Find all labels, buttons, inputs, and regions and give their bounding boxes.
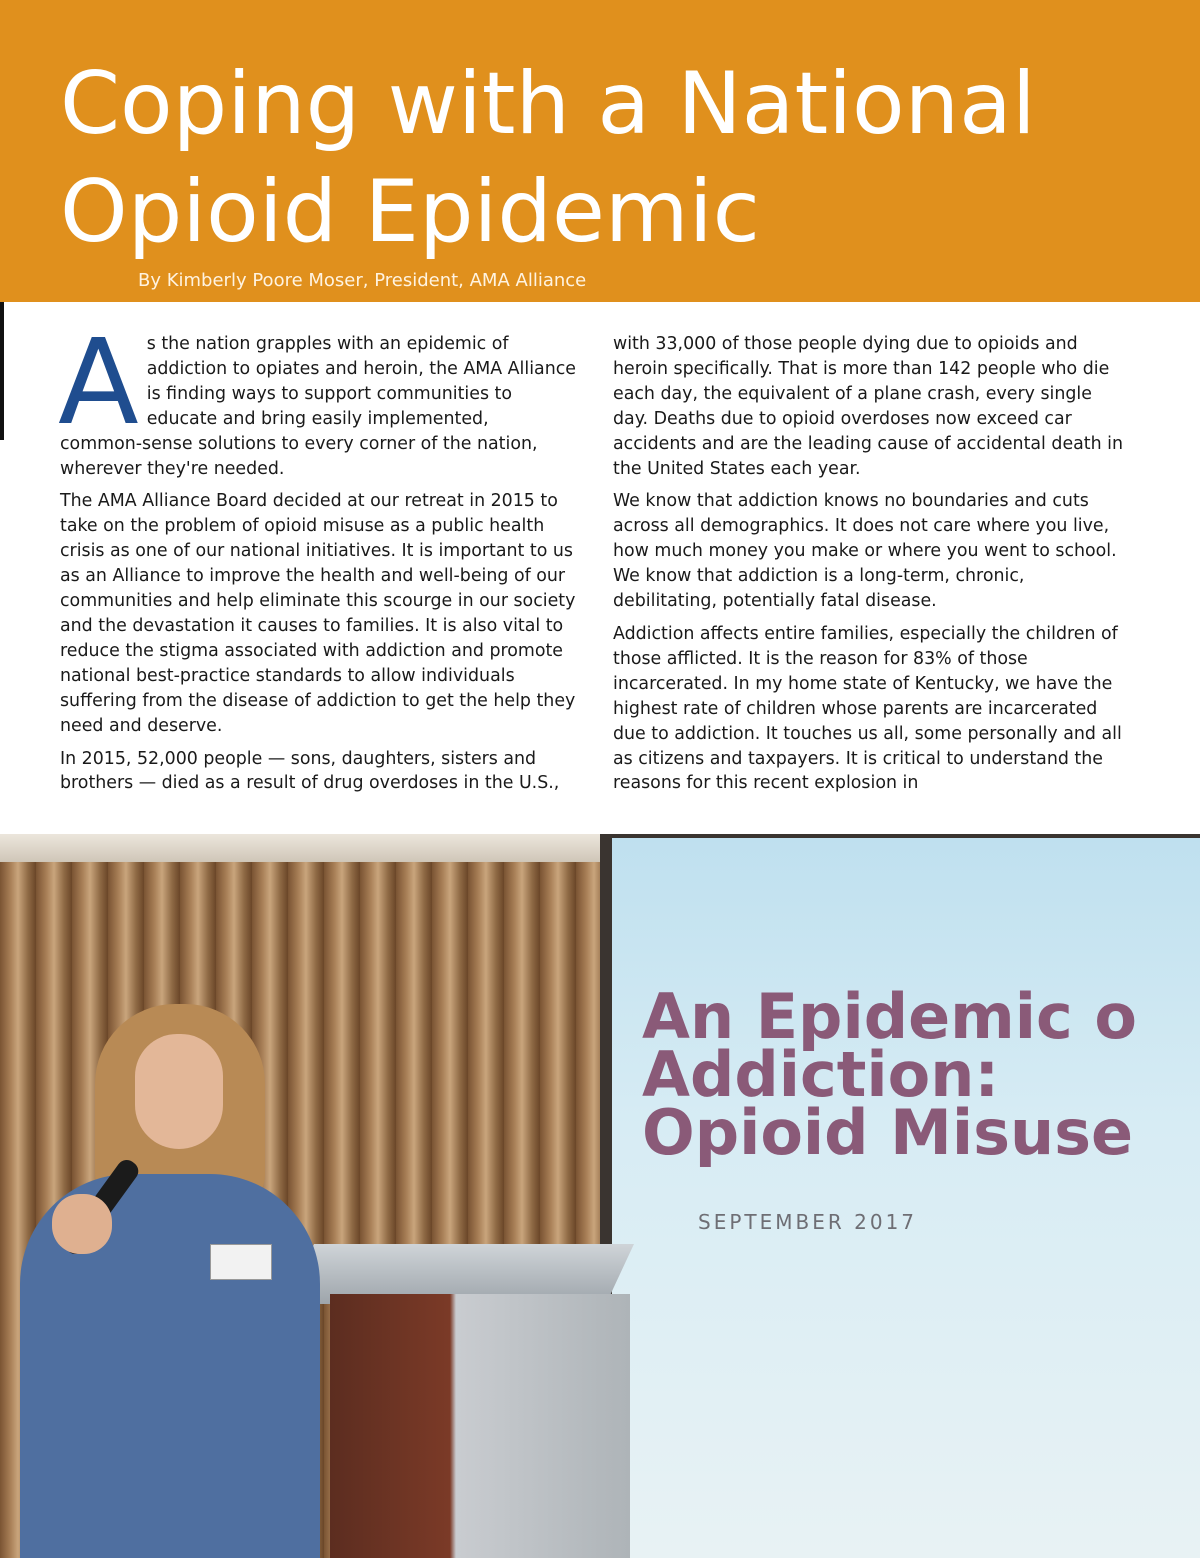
title-line-2: Opioid Epidemic: [60, 162, 760, 262]
name-badge: [210, 1244, 272, 1280]
article-column-right: [613, 332, 1129, 804]
article-title: [60, 50, 1036, 266]
paragraph-2: The AMA Alliance Board decided at our retreat in 2015 to take on the problem of opioid misuse as a public health crisis as one of our national initiatives. It is important to us as an Alliance to improve the health and well-being of our communities and help eliminate this scourge in our society and the devastation it causes to families. It is also vital to reduce the stigma associated with addiction and promote national best-practice standards to allow individuals suffering from the disease of addiction to get the help they need and deserve.: [60, 491, 576, 736]
paragraph-5: We know that addiction knows no boundaries and cuts across all demographics. It does not care where you live, how much money you make or where you went to school. We know that addiction is a long-term, chronic, debilitating, potentially fatal disease.: [613, 491, 1117, 612]
paragraph-1-text: s the nation grapples with an epidemic of addiction to opiates and heroin, the AMA Alliance is finding ways to support communities to educate and bring easily implemented, common-sense solutions to every corner of the nation, wherever they're needed.: [60, 334, 576, 479]
title-banner: [0, 0, 1200, 302]
slide-date: SEPTEMBER 2017: [698, 1210, 918, 1234]
slide-title-line-3: Opioid Misuse: [642, 1096, 1134, 1169]
drop-cap: A: [58, 313, 139, 451]
podium: [330, 1294, 630, 1558]
slide-title-line-1: An Epidemic o: [642, 980, 1137, 1053]
slide-title-line-2: Addiction:: [642, 1038, 1000, 1111]
paragraph-1: [58, 313, 576, 481]
title-line-1: Coping with a National: [60, 54, 1036, 154]
speaker-face: [135, 1034, 223, 1149]
projection-screen: [612, 838, 1200, 1558]
article-column-left: [58, 313, 576, 804]
paragraph-4: with 33,000 of those people dying due to opioids and heroin specifically. That is more than 142 people who die each day, the equivalent of a plane crash, every single day. Deaths due to opioid overdoses now exceed car accidents and are the leading cause of accidental death in the United States each year.: [613, 334, 1124, 479]
event-photo: [0, 834, 1200, 1558]
paragraph-6: Addiction affects entire families, especially the children of those afflicted. It is the reason for 83% of those incarcerated. In my home state of Kentucky, we have the highest rate of children whose parents are incarcerated due to addiction. It touches us all, some personally and all as citizens and taxpayers. It is critical to understand the reasons for this recent explosion in: [613, 623, 1122, 794]
byline: By Kimberly Poore Moser, President, AMA Alliance: [138, 270, 587, 291]
slide-title: [642, 980, 1137, 1169]
paragraph-3: In 2015, 52,000 people — sons, daughters, sisters and brothers — died as a result of drug overdoses in the U.S.,: [60, 748, 560, 794]
speaker-hand: [52, 1194, 112, 1254]
speaker: [0, 834, 340, 1558]
